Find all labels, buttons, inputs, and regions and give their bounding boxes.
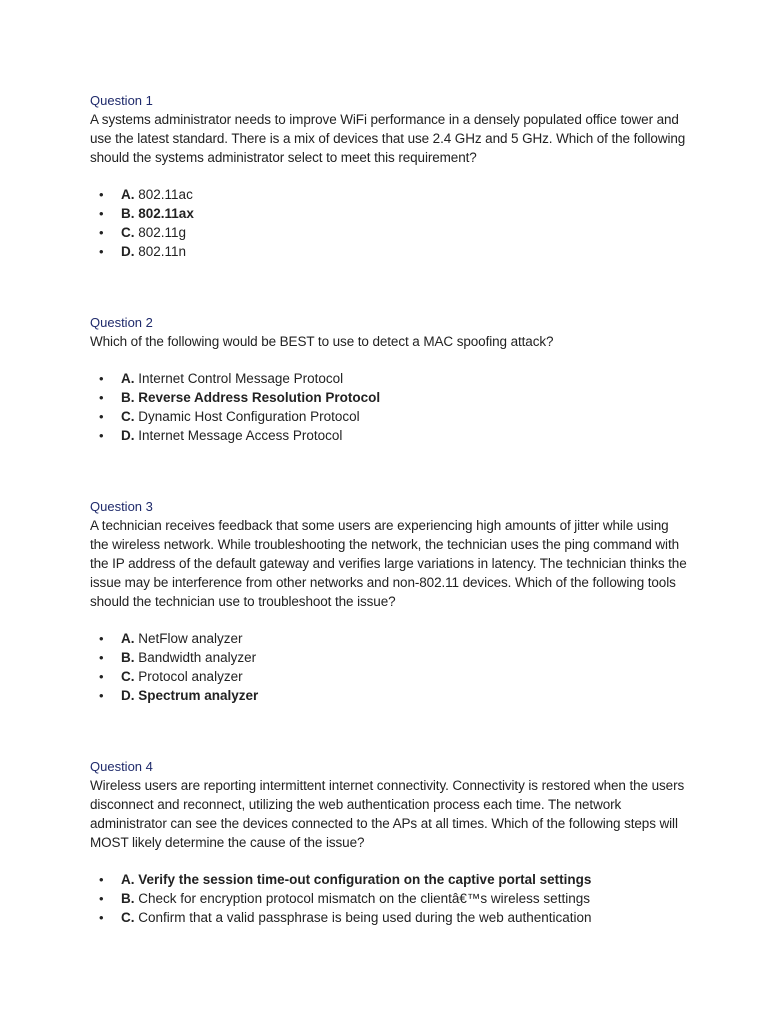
option-b: [90, 648, 690, 667]
option-letter: C.: [121, 910, 135, 925]
bullet-icon: •: [99, 688, 104, 703]
option-letter: C.: [121, 225, 135, 240]
option-text: Protocol analyzer: [138, 669, 243, 684]
option-letter: D.: [121, 428, 135, 443]
option-letter: B.: [121, 390, 135, 405]
option-text: Bandwidth analyzer: [138, 650, 257, 665]
option-text: 802.11n: [138, 244, 187, 259]
question-heading: Question 3: [90, 499, 153, 514]
option-text: Spectrum analyzer: [138, 688, 259, 703]
option-letter: B.: [121, 650, 135, 665]
answer-options: [90, 629, 690, 705]
option-b: [90, 889, 690, 908]
bullet-icon: •: [99, 187, 104, 202]
question-text: Wireless users are reporting intermittent internet connectivity. Connectivity is restored when the users disconnect and reconnect, utilizing the web authentication process each time. The network administrator can see the devices connected to the APs at all times. Which of the following steps will MOST likely determine the cause of the issue?: [90, 778, 685, 850]
bullet-icon: •: [99, 910, 104, 925]
option-letter: C.: [121, 409, 135, 424]
option-letter: A.: [121, 371, 135, 386]
option-d: [90, 426, 690, 445]
question-text: A systems administrator needs to improve WiFi performance in a densely populated office tower and use the latest standard. There is a mix of devices that use 2.4 GHz and 5 GHz. Which of the following should the systems administrator select to meet this requirement?: [90, 112, 686, 165]
bullet-icon: •: [99, 390, 104, 405]
option-text: Verify the session time-out configuration on the captive portal settings: [138, 872, 592, 887]
option-text: NetFlow analyzer: [138, 631, 243, 646]
option-a: [90, 369, 690, 388]
option-letter: A.: [121, 187, 135, 202]
bullet-icon: •: [99, 631, 104, 646]
option-a: [90, 629, 690, 648]
bullet-icon: •: [99, 872, 104, 887]
question-text: Which of the following would be BEST to use to detect a MAC spoofing attack?: [90, 334, 554, 349]
question-2: [90, 313, 690, 445]
bullet-icon: •: [99, 206, 104, 221]
option-text: 802.11g: [138, 225, 187, 240]
answer-options: [90, 870, 690, 927]
bullet-icon: •: [99, 650, 104, 665]
option-c: [90, 407, 690, 426]
option-letter: A.: [121, 631, 135, 646]
option-text: Internet Message Access Protocol: [138, 428, 343, 443]
option-letter: D.: [121, 688, 135, 703]
question-3: [90, 497, 690, 705]
option-letter: D.: [121, 244, 135, 259]
question-4: [90, 757, 690, 927]
option-c: [90, 908, 690, 927]
bullet-icon: •: [99, 891, 104, 906]
option-text: Confirm that a valid passphrase is being used during the web authentication: [138, 910, 592, 925]
question-heading: Question 4: [90, 759, 153, 774]
question-1: [90, 91, 690, 261]
option-letter: A.: [121, 872, 135, 887]
bullet-icon: •: [99, 225, 104, 240]
option-b: [90, 204, 690, 223]
option-c: [90, 667, 690, 686]
option-text: 802.11ax: [138, 206, 194, 221]
option-text: 802.11ac: [138, 187, 193, 202]
question-text: A technician receives feedback that some users are experiencing high amounts of jitter while using the wireless network. While troubleshooting the network, the technician uses the ping command with the IP address of the default gateway and verifies large variations in latency. The technician thinks the issue may be interference from other networks and non-802.11 devices. Which of the following tools should the technician use to troubleshoot the issue?: [90, 518, 687, 609]
bullet-icon: •: [99, 669, 104, 684]
answer-options: [90, 185, 690, 261]
bullet-icon: •: [99, 409, 104, 424]
option-b: [90, 388, 690, 407]
answer-options: [90, 369, 690, 445]
option-a: [90, 185, 690, 204]
bullet-icon: •: [99, 244, 104, 259]
option-text: Internet Control Message Protocol: [138, 371, 344, 386]
option-text: Reverse Address Resolution Protocol: [138, 390, 381, 405]
option-letter: B.: [121, 891, 135, 906]
option-text: Check for encryption protocol mismatch on the clientâ€™s wireless settings: [138, 891, 590, 906]
option-a: [90, 870, 690, 889]
option-d: [90, 242, 690, 261]
bullet-icon: •: [99, 371, 104, 386]
question-heading: Question 1: [90, 93, 153, 108]
option-text: Dynamic Host Configuration Protocol: [138, 409, 360, 424]
option-c: [90, 223, 690, 242]
option-letter: B.: [121, 206, 135, 221]
bullet-icon: •: [99, 428, 104, 443]
question-heading: Question 2: [90, 315, 153, 330]
option-letter: C.: [121, 669, 135, 684]
option-d: [90, 686, 690, 705]
